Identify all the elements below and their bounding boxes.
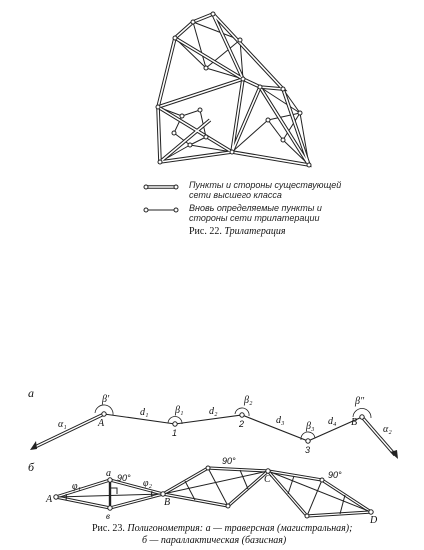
label-b-a: a	[106, 468, 111, 479]
label-b-A: A	[46, 494, 53, 505]
part-a-label: а	[28, 386, 34, 400]
label-beta1: β₁	[175, 405, 184, 416]
part-b-label: б	[28, 460, 35, 474]
label-phi1: φ₁	[72, 481, 82, 492]
label-b-C: C	[264, 474, 271, 485]
parallactic-points	[54, 466, 373, 518]
label-d4: d₄	[328, 416, 337, 427]
label-angle90-2: 90°	[222, 456, 236, 466]
legend-higher-line1: Пункты и стороны существующей	[189, 180, 342, 190]
fig23-caption-line2-text: б — параллактическая (базисная)	[142, 535, 287, 546]
fig23-caption-prefix: Рис. 23.	[92, 523, 125, 534]
fig23-caption-line1	[92, 523, 352, 534]
label-angle90-3: 90°	[328, 470, 342, 480]
fig22-caption-prefix: Рис. 22.	[189, 226, 222, 237]
legend-new-line1: Вновь определяемые пункты и	[189, 203, 322, 213]
label-b-D: D	[370, 515, 378, 526]
label-2: 2	[239, 419, 245, 429]
label-d2: d₂	[209, 406, 218, 417]
label-A: A	[98, 418, 105, 429]
label-d1: d₁	[140, 407, 149, 418]
fig23-caption-line2	[142, 535, 286, 546]
label-angle90-1: 90°	[117, 473, 131, 483]
label-phi2: φ₂	[143, 478, 153, 489]
legend-new-line2: стороны сети трилатерации	[189, 213, 320, 223]
fig23-caption-text: Полигонометрия: а — траверсная (магистральная);	[127, 523, 353, 534]
label-beta-dprime: β″	[355, 396, 365, 407]
label-3: 3	[305, 445, 311, 455]
label-beta3: β₃	[306, 421, 315, 432]
fig22-caption-title: Трилатерация	[224, 226, 286, 237]
parallactic-network	[56, 468, 371, 516]
label-1: 1	[172, 428, 178, 438]
label-alpha1: α₁	[58, 419, 67, 430]
legend-higher-line2: сети высшего класса	[189, 190, 282, 200]
label-alpha2: α₂	[383, 424, 392, 435]
label-b-v: в	[106, 511, 110, 521]
label-B: B	[351, 417, 358, 428]
label-d3: d₃	[276, 415, 285, 426]
label-beta-prime: β′	[102, 394, 110, 405]
label-b-B: B	[164, 497, 171, 508]
label-beta2: β₂	[244, 395, 253, 406]
